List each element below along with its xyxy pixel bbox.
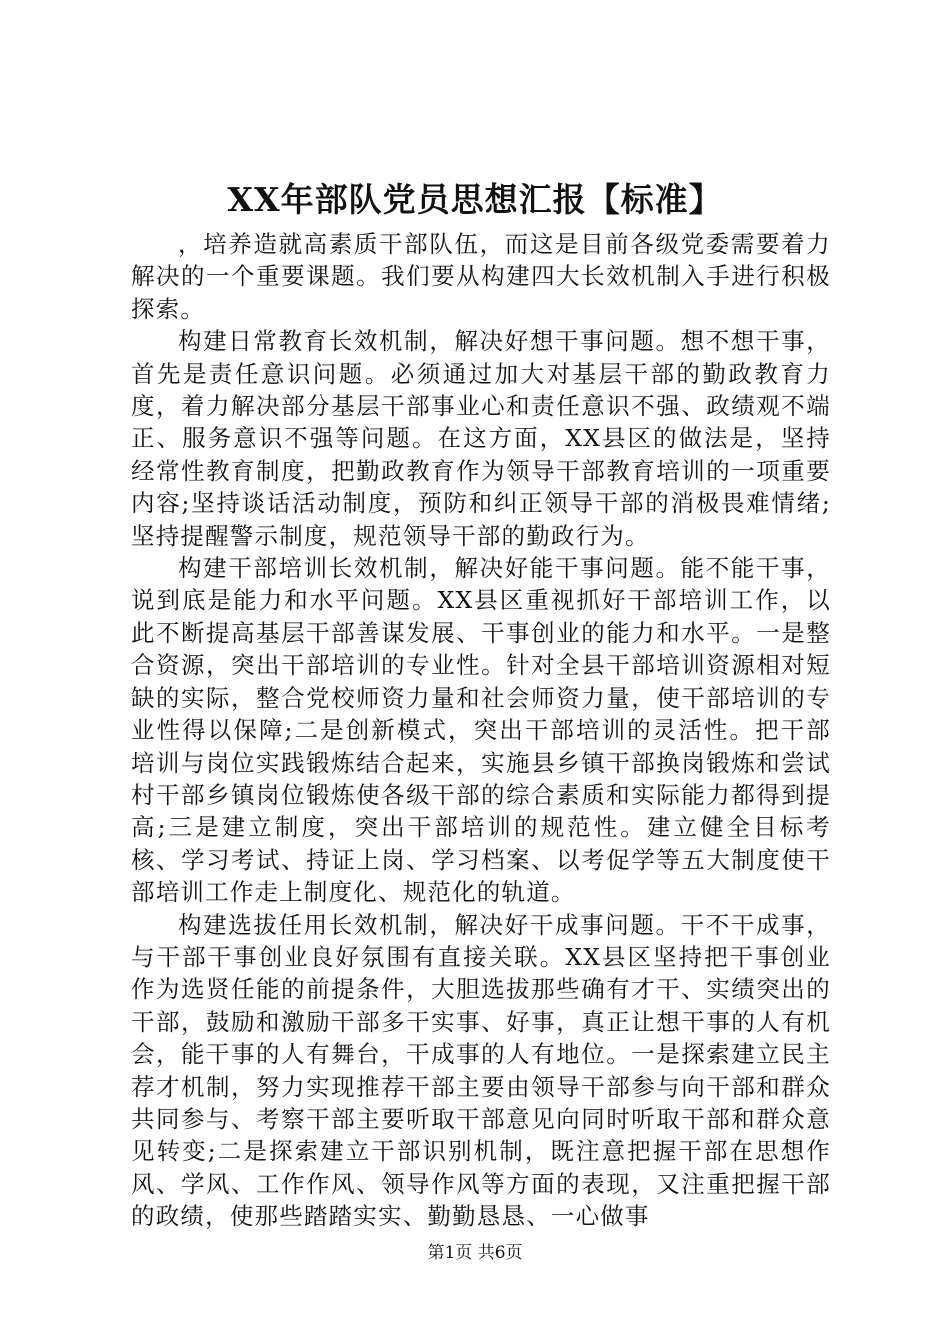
document-title: XX年部队党员思想汇报【标准】 xyxy=(227,180,723,219)
page-footer: 第1页 共6页 xyxy=(427,1243,523,1263)
paragraph-selection-appointment: 构建选拔任用长效机制，解决好干成事问题。干不干成事，与干部干事创业良好氛围有直接关联。XX县区坚持把干事创业作为选贤任能的前提条件，大胆选拔那些确有才干、实绩突出的干部，鼓励和激励干部多干实事、好事，真正让想干事的人有机会，能干事的人有舞台，干成事的人有地位。一是探索建立民主荐才机制，努力实现推荐干部主要由领导干部参与向干部和群众共同参与、考察干部主要听取干部意见向同时听取干部和群众意见转变;二是探索建立干部识别机制，既注意把握干部在思想作风、学风、工作作风、领导作风等方面的表现，又注重把握干部的政绩，使那些踏踏实实、勤勤恳恳、一心做事 xyxy=(131,910,831,1231)
paragraph-cadre-training: 构建干部培训长效机制，解决好能干事问题。能不能干事，说到底是能力和水平问题。XX县区重视抓好干部培训工作，以此不断提高基层干部善谋发展、干事创业的能力和水平。一是整合资源，突出干部培训的专业性。针对全县干部培训资源相对短缺的实际，整合党校师资力量和社会师资力量，使干部培训的专业性得以保障;二是创新模式，突出干部培训的灵活性。把干部培训与岗位实践锻炼结合起来，实施县乡镇干部换岗锻炼和尝试村干部乡镇岗位锻炼使各级干部的综合素质和实际能力都得到提高;三是建立制度，突出干部培训的规范性。建立健全目标考核、学习考试、持证上岗、学习档案、以考促学等五大制度使干部培训工作走上制度化、规范化的轨道。 xyxy=(131,554,831,907)
paragraph-intro: ，培养造就高素质干部队伍，而这是目前各级党委需要着力解决的一个重要课题。我们要从构建四大长效机制入手进行积极探索。 xyxy=(131,230,831,323)
document-body xyxy=(131,228,831,1233)
paragraph-daily-education: 构建日常教育长效机制，解决好想干事问题。想不想干事，首先是责任意识问题。必须通过加大对基层干部的勤政教育力度，着力解决部分基层干部事业心和责任意识不强、政绩观不端正、服务意识不强等问题。在这方面，XX县区的做法是，坚持经常性教育制度，把勤政教育作为领导干部教育培训的一项重要内容;坚持谈话活动制度，预防和纠正领导干部的消极畏难情绪;坚持提醒警示制度，规范领导干部的勤政行为。 xyxy=(131,327,831,550)
